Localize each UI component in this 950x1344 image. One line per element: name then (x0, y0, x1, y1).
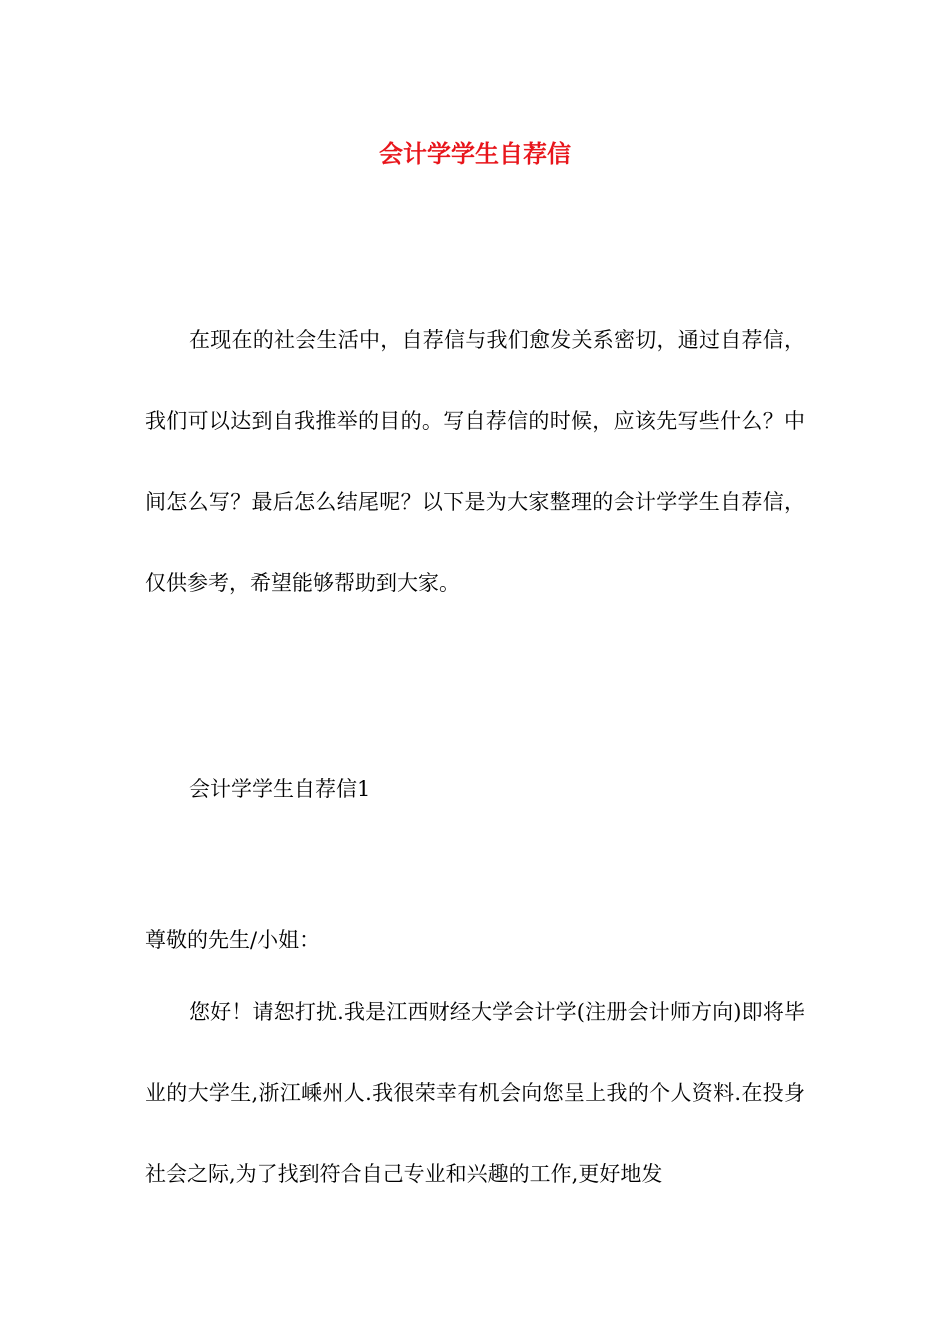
document-title: 会计学学生自荐信 (379, 139, 571, 168)
salutation: 尊敬的先生/小姐： (145, 928, 321, 952)
body-paragraph: 您好！请恕打扰.我是江西财经大学会计学(注册会计师方向)即将毕业的大学生,浙江嵊州人.我很荣幸有机会向您呈上我的个人资料.在投身社会之际,为了找到符合自己专业和兴趣的工作,更好地发 (145, 1000, 805, 1186)
intro-paragraph: 在现在的社会生活中，自荐信与我们愈发关系密切，通过自荐信，我们可以达到自我推举的目的。写自荐信的时候，应该先写些什么？中间怎么写？最后怎么结尾呢？以下是为大家整理的会计学学生自荐信，仅供参考，希望能够帮助到大家。 (145, 328, 805, 595)
section-heading: 会计学学生自荐信1 (189, 777, 371, 801)
